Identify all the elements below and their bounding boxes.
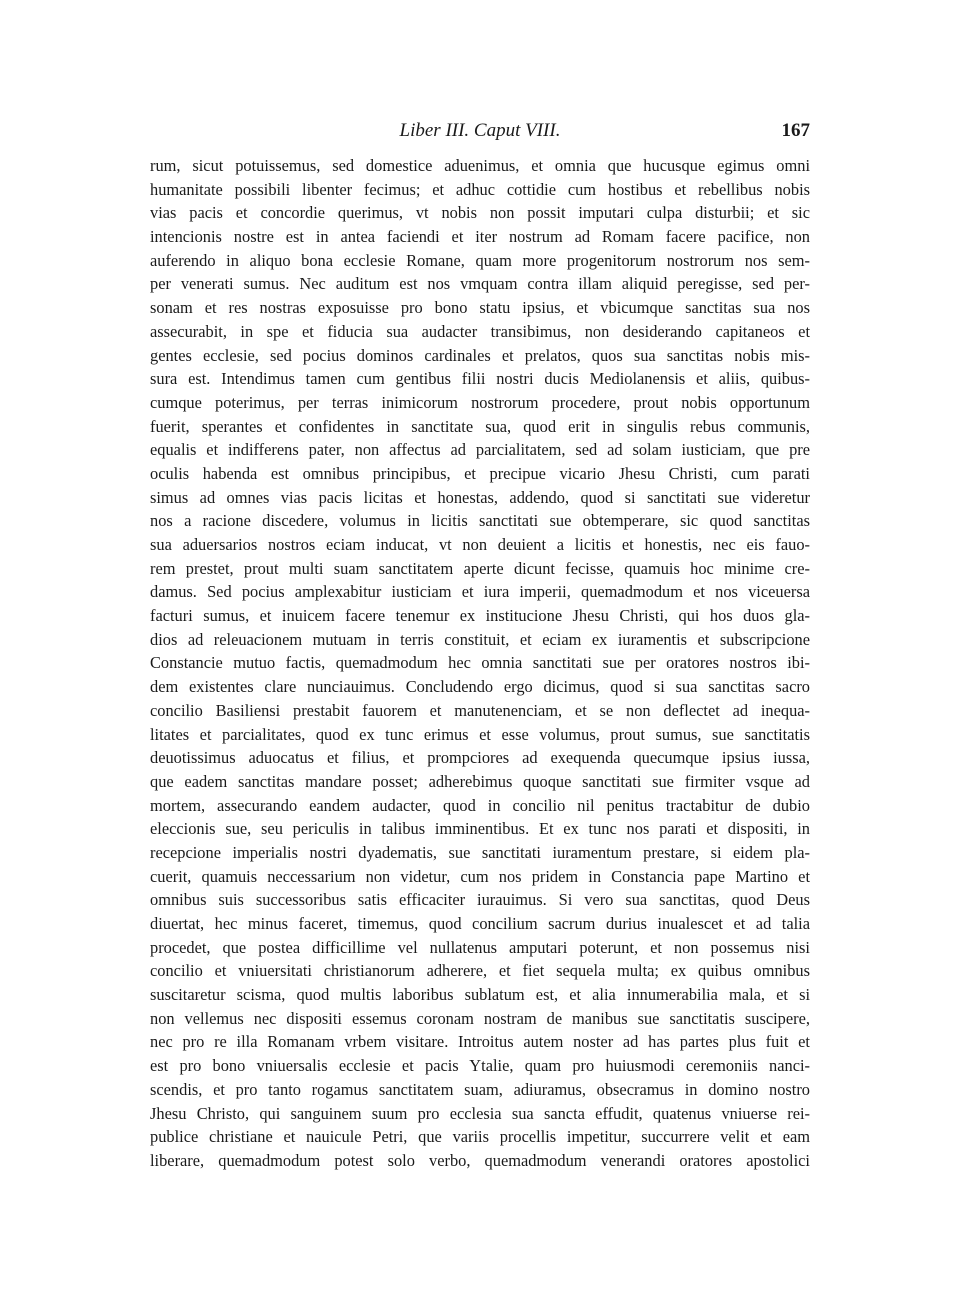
text-line: auferendo in aliquo bona ecclesie Romane, quam more progenitorum nostrorum nos sem- — [150, 250, 810, 270]
text-line: fuerit, sperantes et confidentes in sanctitate sua, quod erit in singulis rebus communis, — [150, 416, 810, 436]
page-number: 167 — [781, 120, 810, 141]
text-line: que eadem sanctitas mandare posset; adherebimus quoque sanctitati sue firmiter vsque ad — [150, 771, 810, 791]
text-line: dios ad releuacionem mutuam in terris constituit, et eciam ex iuramentis et subscripcione — [150, 629, 810, 649]
text-line: oculis habenda est omnibus principibus, et precipue vicario Jhesu Christi, cum parati — [150, 463, 810, 483]
running-head — [150, 117, 810, 145]
text-line: concilio Basiliensi prestabit fauorem et manutenenciam, et se non deflectet ad inequa- — [150, 700, 810, 720]
text-line: damus. Sed pocius amplexabitur iusticiam et iura imperii, quemadmodum et nos viceuersa — [150, 582, 810, 602]
text-line: dem existentes clare nunciauimus. Concludendo ergo dicimus, quod si sua sanctitas sacro — [150, 677, 810, 697]
text-line: diuertat, hec minus faceret, timemus, quod concilium sacrum durius inualescet et ad talia — [150, 914, 810, 933]
text-line: assecurabit, in spe et fiducia sua audacter transibimus, non desiderando capitaneos et — [150, 321, 810, 341]
text-line: scendis, et pro tanto rogamus sanctitatem suam, adiuramus, obsecramus in domino nostro — [150, 1079, 810, 1099]
text-line: deuotissimus aduocatus et filius, et prompciores ad exequenda quecumque ipsius iussa, — [150, 748, 810, 768]
text-line: est pro bono vniuersalis ecclesie et pacis Ytalie, quam pro huiusmodi ceremoniis nanci- — [150, 1056, 810, 1076]
text-line: procedet, que postea difficillime vel nullatenus amputari poterunt, et non possemus nisi — [150, 937, 810, 957]
text-line: nec pro re illa Romanam vrbem visitare. Introitus autem noster ad has partes plus fuit et — [150, 1032, 810, 1052]
text-line: concilio et vniuersitati christianorum adherere, et fiet sequela multa; ex quibus omnibus — [150, 961, 810, 981]
text-line: Constancie mutuo factis, quemadmodum hec omnia sanctitati sue per oratores nostros ibi- — [150, 653, 810, 673]
text-line: Jhesu Christo, qui sanguinem suum pro ecclesia sua sancta effudit, quatenus vniuerse rei- — [150, 1103, 810, 1123]
text-line: sonam et res nostras exposuisse pro bono statu ipsius, et vbicumque sanctitas sua nos — [150, 298, 810, 318]
text-line: intencionis nostre est in antea faciendi et iter nostrum ad Romam facere pacifice, non — [150, 227, 810, 247]
text-line: vias pacis et concordie querimus, vt nobis non possit imputari culpa disturbii; et sic — [150, 203, 810, 223]
body-text — [150, 154, 810, 1173]
text-line: gentes ecclesie, sed pocius dominos cardinales et prelatos, quos sua sanctitas nobis mis- — [150, 345, 810, 365]
text-line: facturi sumus, et inuicem facere tenemur ex institucione Jhesu Christi, qui hos duos gla- — [150, 606, 810, 626]
text-line: rem prestet, prout multi suam sanctitatem aperte dicunt fecisse, quamuis hoc minime cre- — [150, 558, 810, 578]
text-line: eleccionis sue, seu periculis in talibus imminentibus. Et ex tunc nos parati et dispositi, in — [150, 819, 810, 839]
text-line: litates et parcialitates, quod ex tunc erimus et esse volumus, prout sumus, sue sanctitatis — [150, 724, 810, 744]
text-line: suscitaretur scisma, quod multis laboribus sublatum est, et alia innumerabilia mala, et si — [150, 985, 810, 1005]
text-line: cumque poterimus, per terras inimicorum nostrorum procedere, prout nobis opportunum — [150, 392, 810, 412]
text-line: equalis et indifferens pater, non affectus ad parcialitatem, sed ad solam iusticiam, que pre — [150, 440, 810, 460]
text-line: sura est. Intendimus tamen cum gentibus filii nostri ducis Mediolanensis et aliis, quibus- — [150, 369, 810, 389]
text-line: publice christiane et nauicule Petri, que variis procellis impetitur, succurrere velit et eam — [150, 1127, 810, 1147]
text-line: simus ad omnes vias pacis licitas et honestas, addendo, quod si sanctitati sue videretur — [150, 487, 810, 507]
running-title: Liber III. Caput VIII. — [399, 120, 561, 141]
text-line: rum, sicut potuissemus, sed domestice aduenimus, et omnia que hucusque egimus omni — [150, 156, 810, 175]
text-line: cuerit, quamuis neccessarium non videtur, cum nos pridem in Constancia pape Martino et — [150, 866, 810, 886]
text-line: sua aduersarios nostros eciam inducat, vt non deuient a licitis et honestis, nec eis fauo- — [150, 535, 810, 554]
text-line: mortem, assecurando eandem audacter, quod in concilio nil penitus tractabitur de dubio — [150, 795, 810, 815]
text-line: nos a racione discedere, volumus in licitis sanctitati sue obtemperare, sic quod sanctitas — [150, 511, 810, 531]
text-line: liberare, quemadmodum potest solo verbo, quemadmodum venerandi oratores apostolici — [150, 1150, 810, 1170]
text-line: omnibus suis successoribus satis efficaciter iurauimus. Si vero sua sanctitas, quod Deus — [150, 890, 810, 910]
text-line: non vellemus nec dispositi essemus coronam nostram de manibus sue sanctitatis suscipere, — [150, 1008, 810, 1028]
text-line: humanitate possibili libenter fecimus; et adhuc cottidie cum hostibus et rebellibus nobis — [150, 179, 810, 199]
text-line: recepcione imperialis nostri dyadematis, sue sanctitati iuramentum prestare, si eidem pla- — [150, 842, 810, 862]
text-line: per venerati sumus. Nec auditum est nos vmquam contra illam aliquid peregisse, sed per- — [150, 274, 810, 294]
